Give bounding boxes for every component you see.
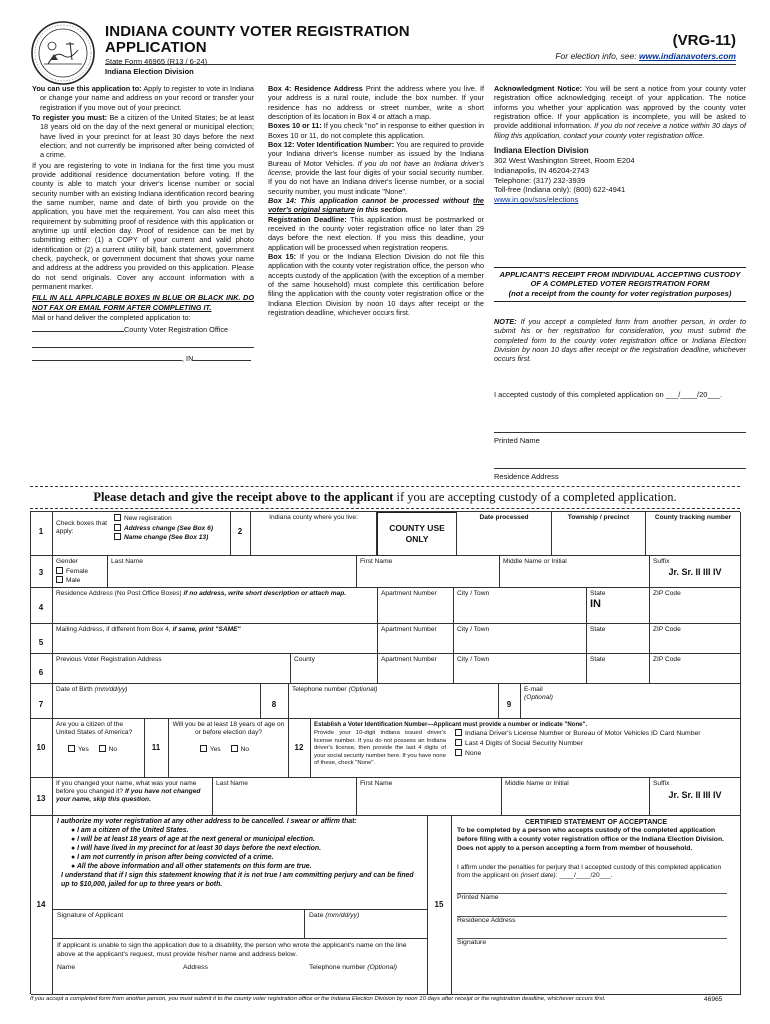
form-top-rule — [30, 508, 740, 509]
opt-name-change[interactable]: Name change (See Box 13) — [114, 533, 227, 543]
checkbox-icon — [68, 745, 75, 752]
box14-tail: in this section. — [356, 205, 409, 215]
ied-website[interactable]: www.in.gov/sos/elections — [494, 195, 579, 205]
oath-authorize: I authorize my voter registration at any other address to be cancelled. I swear or affirm that: — [57, 818, 357, 825]
opt-drivers-license[interactable]: Indiana Driver's License Number or Bureau of Motor Vehicles ID Card Number — [455, 729, 701, 739]
mailing-zip-field[interactable]: ZIP Code — [650, 624, 741, 654]
checkbox-icon — [455, 739, 462, 746]
election-info-link[interactable]: www.indianavoters.com — [639, 51, 736, 61]
box-5-number: 5 — [31, 624, 53, 654]
first-name-field[interactable]: First Name — [357, 556, 500, 588]
deadline-heading: Registration Deadline: — [268, 214, 347, 224]
box-4-number: 4 — [31, 588, 53, 624]
box-11-number: 11 — [145, 719, 169, 778]
box-12-number: 12 — [289, 719, 311, 778]
registration-type-options — [111, 512, 231, 556]
box-14-number: 14 — [31, 816, 53, 995]
detach-rule — [30, 486, 740, 487]
box-6-number: 6 — [31, 654, 53, 684]
ack-text: You will be sent a notice from your county voter registration office acknowledging receipt of your application. The notice informs you whether your application was approved by the county voter registration office. If your application is incomplete, you will be asked to provide additional information. — [494, 84, 747, 131]
box-13-number: 13 — [31, 778, 53, 816]
opt-address-change[interactable]: Address change (See Box 6) — [114, 524, 227, 534]
residence-address-field[interactable]: Residence Address (No Post Office Boxes) if no address, write short description or attach map. — [53, 588, 378, 624]
opt-ssn-last4[interactable]: Last 4 Digits of Social Security Number — [455, 739, 701, 749]
box-1-number: 1 — [31, 512, 53, 556]
checkbox-icon — [56, 576, 63, 583]
opt-none[interactable]: None — [455, 749, 701, 759]
mailing-state-field[interactable]: State — [587, 624, 650, 654]
box12-text-c: provide the last four digits of your social security number. If you do not have an Indiana driver's license number, or a social security number, you must indicate "None". — [268, 167, 484, 196]
certified-affirm: I affirm under the penalties for perjury that I accepted custody of this completed application from the applicant on (insert date): ____/____/20___. — [457, 863, 722, 880]
previous-city-field[interactable]: City / Town — [454, 654, 587, 684]
ack-italic: If you do not receive a notice within 30 days of filing this application, contact your county voter registration office. — [494, 121, 747, 140]
residence-city-field[interactable]: City / Town — [454, 588, 587, 624]
division-name: Indiana Election Division — [105, 67, 194, 76]
box15-heading: Box 15: — [268, 251, 297, 261]
receipt-printed-name[interactable]: Printed Name — [494, 436, 540, 445]
certified-title: CERTIFIED STATEMENT OF ACCEPTANCE — [524, 819, 668, 826]
box14-heading: Box 14: This application cannot be processed without — [268, 195, 469, 205]
box14-underline: the voter's original signature — [268, 195, 484, 215]
must-heading: To register you must: — [32, 112, 108, 122]
certified-statement — [452, 816, 741, 995]
receipt-title: APPLICANT'S RECEIPT FROM INDIVIDUAL ACCEPTING CUSTODY OF A COMPLETED VOTER REGISTRATION FORM — [499, 270, 741, 289]
box-10-number: 10 — [31, 719, 53, 778]
detach-instruction — [0, 490, 770, 505]
box-2-number: 2 — [231, 512, 251, 556]
ied-tollfree: Toll-free (Indiana only): (800) 622-4941 — [494, 185, 626, 195]
checkbox-icon — [455, 749, 462, 756]
applicant-signature-row — [53, 909, 428, 939]
note-heading: NOTE: — [494, 317, 517, 326]
opt-new-registration[interactable]: New registration — [114, 514, 227, 524]
election-info — [555, 51, 736, 61]
mailing-address-field[interactable]: Mailing Address, if different from Box 4, if same, print "SAME" — [53, 624, 378, 654]
gender-female[interactable]: Female — [56, 567, 104, 577]
box12-text-a: You are required to provide your Indiana driver's license number as issued by the Indiana Bureau of Motor Vehicles. — [268, 139, 484, 168]
box12-text-b: If you do not have an Indiana driver's license, — [268, 158, 484, 177]
certified-residence[interactable]: Residence Address — [457, 916, 516, 924]
certified-printed-name[interactable]: Printed Name — [457, 893, 499, 901]
previous-suffix-field[interactable]: Suffix Jr. Sr. II III IV — [650, 778, 741, 816]
checkbox-icon — [114, 533, 121, 540]
voter-id-instructions: Provide your 10-digit Indiana issued driver's license number. If you do not possess an Indiana driver's license, then provide the last 4 digits of your social security number here. If you have none of these, check "None". — [314, 730, 446, 767]
previous-last-name-field[interactable]: Last Name — [213, 778, 357, 816]
checkbox-icon — [114, 524, 121, 531]
signature-date-field[interactable]: Date (mm/dd/yy) — [309, 912, 360, 919]
email-field[interactable]: E-mail (Optional) — [521, 684, 741, 719]
assistant-fields — [53, 962, 428, 995]
box4-text: Print the address where you live. If your address is a rural route, include the box number. If your residence has no address or street number, write a short description of its location in Box 4 or attach a map. — [268, 84, 484, 121]
state-form-number: State Form 46965 (R13 / 6-24) — [105, 57, 208, 66]
receipt-line-2 — [494, 468, 746, 469]
receipt-residence-address[interactable]: Residence Address — [494, 472, 559, 481]
age-no[interactable]: No — [231, 745, 249, 754]
assistant-name-field[interactable]: Name — [57, 964, 76, 971]
checkbox-icon — [114, 514, 121, 521]
box-7-number: 7 — [31, 684, 53, 719]
state-seal — [30, 20, 96, 86]
tracking-number-field: County tracking number — [646, 512, 741, 556]
box10-heading: Boxes 10 or 11: — [268, 121, 322, 131]
first-time-text: If you are registering to vote in Indiana for the first time you must provide additional residence documentation before voting. If the county is able to match your driver's license number or social security number with an existing Indiana identification record bearing the same number, name and date of birth you provide on the application, you have met the requirement. You can also meet this requirement by submitting proof of residence with this application or anytime up until election day. Proof of residence can be met by submitting either: (1) a COPY of your current and valid photo identification or (2) a current utility bill, bank statement, government check, paycheck, or government document that shows your name and address at the address you provided on this application. Please do not send originals. Cover any account information with a permanent marker. — [32, 160, 254, 291]
citizen-yes[interactable]: Yes — [68, 745, 89, 754]
certified-signature[interactable]: Signature — [457, 939, 487, 947]
oath-bullet-4: ● I am not currently in prison after being convicted of a crime. — [71, 853, 274, 861]
box4-heading: Box 4: Residence Address — [268, 84, 363, 93]
box10-text: If you check "no" in response to either question in Boxes 10 or 11, do not complete this application. — [268, 121, 484, 140]
receipt-accepted-date[interactable]: I accepted custody of this completed application on ___/____/20___. — [494, 390, 723, 399]
applicant-signature-field[interactable]: Signature of Applicant — [53, 910, 305, 939]
gender-field: Gender Female Male — [53, 556, 108, 588]
deadline-text: This application must be postmarked or received in the county voter registration office no later than 29 days before the next election. If you miss this deadline, your application will be processed when registration reopens. — [268, 214, 484, 252]
previous-first-name-field[interactable]: First Name — [357, 778, 502, 816]
election-info-label: For election info, see: — [555, 51, 637, 61]
can-use-text: Apply to register to vote in Indiana or change your name and address on your record or transfer your registration if you move out of your precinct. — [40, 84, 254, 112]
mail-instructions: Mail or hand deliver the completed application to: — [32, 312, 191, 322]
suffix-options[interactable]: Jr. Sr. II III IV — [668, 567, 722, 578]
note-text: If you accept a completed form from another person, in order to submit his or her registration for consideration, you must submit the completed form to the county voter registration office or Indiana Election Division by noon 10 days after receipt or the registration deadline, whichever occurs first. — [494, 317, 746, 364]
citizenship-question: Are you a citizen of the United States of America? Yes No — [53, 719, 145, 778]
voter-id-heading: Establish a Voter Identification Number—Applicant must provide a number or indicate "None". — [314, 721, 588, 728]
instructions-column-3 — [494, 84, 746, 205]
assistant-instructions: If applicant is unable to sign the application due to a disability, the person who wrote the applicant's name on the line above at the applicant's request, must provide his/her name and address below. — [57, 942, 407, 958]
assistant-telephone-field[interactable]: Telephone number (Optional) — [309, 964, 398, 971]
detach-bold: Please detach and give the receipt above to the applicant — [93, 490, 394, 504]
box-15-number: 15 — [428, 816, 452, 995]
ied-heading: Indiana Election Division — [494, 145, 589, 155]
box15-text: If you or the Indiana Election Division do not file this application with the county voter registration office, the person who accepts custody of the application (with the exception of a member of the same household) must complete this certification before filing the application with the county voter registration office or the Indiana Election Division by noon 10 days after receipt or the registration deadline, whichever occurs first. — [268, 251, 484, 317]
registration-form — [30, 511, 740, 994]
oath-bullet-5: ● All the above information and all other statements on this form are true. — [71, 862, 312, 870]
instructions-column-1 — [32, 84, 254, 363]
ied-telephone: Telephone: (317) 232-3939 — [494, 175, 586, 185]
previous-apartment-field[interactable]: Apartment Number — [378, 654, 454, 684]
checkbox-icon — [455, 729, 462, 736]
box-9-number: 9 — [499, 684, 521, 719]
certified-intro: To be completed by a person who accepts custody of the completed application before filing with a county voter registration office or the Indiana Election Division. Does not apply to a person accepting a form from member of household. — [457, 827, 725, 852]
mailing-apartment-field[interactable]: Apartment Number — [378, 624, 454, 654]
state-in-label: , IN — [182, 353, 194, 363]
oath-perjury: I understand that if I sign this statement knowing that it is not true I am committing perjury and can be fined up to $10,000, jailed for up to three years or both. — [61, 871, 414, 888]
checkbox-icon — [99, 745, 106, 752]
township-precinct-field: Township / precinct — [552, 512, 646, 556]
previous-zip-field[interactable]: ZIP Code — [650, 654, 741, 684]
residence-zip-field[interactable]: ZIP Code — [650, 588, 741, 624]
footer-note: If you accept a completed form from another person, you must submit it to the county voter registration office or the Indiana Election Division by noon 10 days after receipt or the registration deadline, whichever occurs first. — [30, 996, 606, 1002]
ack-heading: Acknowledgment Notice: — [494, 84, 583, 93]
assistant-address-field[interactable]: Address — [183, 964, 208, 971]
residence-apartment-field[interactable]: Apartment Number — [378, 588, 454, 624]
oath-bullet-2: ● I will be at least 18 years of age at the next general or municipal election. — [71, 835, 315, 843]
previous-address-field[interactable]: Previous Voter Registration Address — [53, 654, 291, 684]
instructions-column-2 — [268, 84, 484, 317]
county-office-label: County Voter Registration Office — [124, 325, 229, 335]
header-rule — [105, 64, 736, 65]
county-of-residence-field[interactable]: Indiana county where you live: — [251, 512, 377, 556]
previous-state-field[interactable]: State — [587, 654, 650, 684]
assistant-info — [53, 940, 428, 961]
form-code: (VRG-11) — [672, 32, 736, 49]
age-yes[interactable]: Yes — [200, 745, 221, 754]
receipt-subtitle: (not a receipt from the county for voter registration purposes) — [508, 288, 732, 298]
receipt-note — [494, 317, 746, 364]
residence-state-field: State IN — [587, 588, 650, 624]
telephone-field[interactable]: Telephone number (Optional) — [289, 684, 499, 719]
receipt-line-1 — [494, 432, 746, 433]
detach-rest: if you are accepting custody of a completed application. — [396, 490, 677, 504]
oath-bullet-1: ● I am a citizen of the United States. — [71, 826, 189, 834]
ink-warning: FILL IN ALL APPLICABLE BOXES IN BLUE OR BLACK INK. DO NOT FAX OR EMAIL FORM AFTER COMPLETING IT. — [32, 293, 254, 312]
checkbox-icon — [231, 745, 238, 752]
previous-county-field[interactable]: County — [291, 654, 378, 684]
date-processed-field: Date processed — [457, 512, 552, 556]
ied-address-2: Indianapolis, IN 46204-2743 — [494, 165, 589, 175]
footer-form-code: 46965 — [704, 996, 723, 1003]
box12-heading: Box 12: Voter Identification Number: — [268, 139, 395, 149]
can-use-heading: You can use this application to: — [32, 84, 142, 93]
checkbox-icon — [200, 745, 207, 752]
previous-name-question: If you changed your name, what was your name before you changed it? If you have not changed your name, skip this question. — [53, 778, 213, 816]
checkbox-icon — [56, 567, 63, 574]
mailing-city-field[interactable]: City / Town — [454, 624, 587, 654]
must-text: Be a citizen of the United States; be at least 18 years old on the day of the next general or municipal election; have lived in your precinct for at least 30 days before the next election; and not currently be imprisoned after being convicted of a crime. — [40, 112, 254, 160]
date-of-birth-field[interactable]: Date of Birth (mm/dd/yy) — [53, 684, 261, 719]
suffix-field[interactable]: Suffix Jr. Sr. II III IV — [650, 556, 741, 588]
form-title — [105, 24, 410, 56]
check-boxes-label: Check boxes that apply: — [53, 512, 111, 556]
form-title-line1: INDIANA COUNTY VOTER REGISTRATION — [105, 23, 410, 40]
residence-state-value: IN — [590, 598, 601, 611]
previous-suffix-options[interactable]: Jr. Sr. II III IV — [668, 790, 722, 801]
ied-address-1: 302 West Washington Street, Room E204 — [494, 156, 635, 166]
box-3-number: 3 — [31, 556, 53, 588]
county-use-only: COUNTY USE ONLY — [377, 512, 457, 556]
oath-bullet-3: ● I will have lived in my precinct for at least 30 days before the next election. — [71, 844, 322, 852]
citizen-no[interactable]: No — [99, 745, 117, 754]
previous-middle-name-field[interactable]: Middle Name or Initial — [502, 778, 650, 816]
middle-name-field[interactable]: Middle Name or Initial — [500, 556, 650, 588]
form-title-line2: APPLICATION — [105, 39, 207, 57]
age-question: Will you be at least 18 years of age on or before election day? Yes No — [169, 719, 289, 778]
voter-id-section — [311, 719, 741, 778]
last-name-field[interactable]: Last Name — [108, 556, 357, 588]
receipt-box — [494, 267, 746, 302]
box-8-number: 8 — [261, 684, 289, 719]
gender-male[interactable]: Male — [56, 576, 104, 586]
